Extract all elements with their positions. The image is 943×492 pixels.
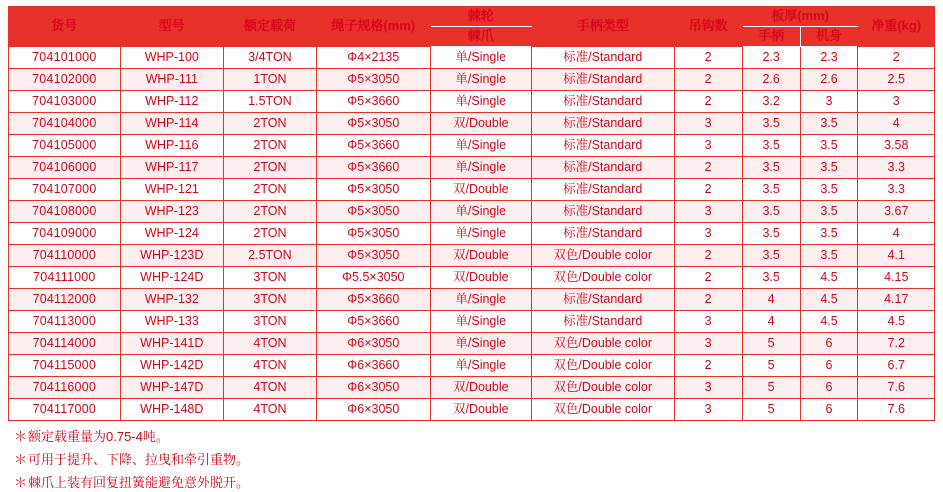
table-row: [9, 135, 935, 157]
cell-handle-type: 标准/Standard: [531, 179, 674, 201]
cell-plate-handle: 3.5: [742, 157, 800, 179]
cell-hook-count: 2: [674, 157, 742, 179]
cell-net-weight: 4.17: [858, 289, 935, 311]
cell-rated-load: 3TON: [223, 311, 316, 333]
cell-net-weight: 3.3: [858, 157, 935, 179]
bullet-star-icon: ＊: [14, 451, 28, 467]
cell-rope-spec: Φ5×3660: [316, 289, 430, 311]
cell-handle-type: 标准/Standard: [531, 223, 674, 245]
cell-handle-type: 标准/Standard: [531, 113, 674, 135]
cell-rated-load: 1TON: [223, 69, 316, 91]
cell-ratchet: 单/Single: [430, 157, 531, 179]
cell-model: WHP-142D: [120, 355, 223, 377]
header-ratchet-wheel: 棘轮: [430, 7, 531, 27]
cell-hook-count: 3: [674, 377, 742, 399]
cell-plate-body: 3.5: [800, 113, 858, 135]
cell-rope-spec: Φ5×3050: [316, 245, 430, 267]
note-item: [14, 429, 935, 446]
cell-net-weight: 4.1: [858, 245, 935, 267]
cell-rated-load: 2.5TON: [223, 245, 316, 267]
cell-plate-body: 6: [800, 333, 858, 355]
header-hook-count: 吊钩数: [674, 7, 742, 47]
cell-plate-body: 2.3: [800, 47, 858, 69]
cell-handle-type: 标准/Standard: [531, 289, 674, 311]
cell-rated-load: 3TON: [223, 289, 316, 311]
cell-plate-handle: 3.5: [742, 113, 800, 135]
cell-model: WHP-124: [120, 223, 223, 245]
cell-hook-count: 2: [674, 289, 742, 311]
cell-plate-handle: 5: [742, 355, 800, 377]
cell-plate-handle: 3.2: [742, 91, 800, 113]
cell-plate-body: 3.5: [800, 223, 858, 245]
cell-code: 704111000: [9, 267, 121, 289]
cell-code: 704107000: [9, 179, 121, 201]
table-row: [9, 47, 935, 69]
table-row: [9, 179, 935, 201]
cell-model: WHP-148D: [120, 399, 223, 421]
cell-plate-handle: 5: [742, 333, 800, 355]
cell-plate-body: 3.5: [800, 201, 858, 223]
cell-plate-body: 2.6: [800, 69, 858, 91]
header-code: 货号: [9, 7, 121, 47]
cell-ratchet: 单/Single: [430, 223, 531, 245]
cell-hook-count: 2: [674, 47, 742, 69]
cell-ratchet: 单/Single: [430, 355, 531, 377]
cell-code: 704116000: [9, 377, 121, 399]
cell-ratchet: 双/Double: [430, 113, 531, 135]
cell-ratchet: 单/Single: [430, 69, 531, 91]
cell-plate-body: 3.5: [800, 135, 858, 157]
header-rope-spec: 绳子规格(mm): [316, 7, 430, 47]
cell-hook-count: 3: [674, 311, 742, 333]
cell-code: 704106000: [9, 157, 121, 179]
table-row: [9, 267, 935, 289]
cell-hook-count: 3: [674, 135, 742, 157]
cell-model: WHP-147D: [120, 377, 223, 399]
cell-rope-spec: Φ5×3050: [316, 201, 430, 223]
cell-plate-handle: 3.5: [742, 245, 800, 267]
cell-ratchet: 单/Single: [430, 289, 531, 311]
cell-rope-spec: Φ4×2135: [316, 47, 430, 69]
cell-hook-count: 2: [674, 245, 742, 267]
cell-plate-handle: 3.5: [742, 267, 800, 289]
cell-net-weight: 6.7: [858, 355, 935, 377]
note-item: [14, 475, 935, 492]
cell-ratchet: 双/Double: [430, 245, 531, 267]
cell-handle-type: 标准/Standard: [531, 135, 674, 157]
cell-plate-handle: 2.3: [742, 47, 800, 69]
cell-plate-body: 4.5: [800, 289, 858, 311]
header-plate-body: 机身: [800, 27, 858, 47]
cell-rated-load: 3/4TON: [223, 47, 316, 69]
header-model: 型号: [120, 7, 223, 47]
cell-plate-body: 3.5: [800, 245, 858, 267]
table-row: [9, 289, 935, 311]
cell-plate-body: 6: [800, 355, 858, 377]
cell-hook-count: 3: [674, 399, 742, 421]
cell-hook-count: 2: [674, 267, 742, 289]
cell-hook-count: 2: [674, 355, 742, 377]
cell-net-weight: 3: [858, 91, 935, 113]
cell-handle-type: 双色/Double color: [531, 399, 674, 421]
cell-plate-handle: 4: [742, 289, 800, 311]
cell-code: 704103000: [9, 91, 121, 113]
cell-rated-load: 4TON: [223, 333, 316, 355]
cell-ratchet: 双/Double: [430, 377, 531, 399]
cell-net-weight: 7.2: [858, 333, 935, 355]
cell-model: WHP-123D: [120, 245, 223, 267]
cell-net-weight: 4: [858, 113, 935, 135]
note-item: [14, 452, 935, 469]
cell-rated-load: 4TON: [223, 399, 316, 421]
cell-model: WHP-121: [120, 179, 223, 201]
header-plate-thickness: 板厚(mm): [742, 7, 858, 27]
cell-plate-handle: 5: [742, 399, 800, 421]
cell-code: 704108000: [9, 201, 121, 223]
cell-rope-spec: Φ5×3050: [316, 69, 430, 91]
cell-rated-load: 2TON: [223, 157, 316, 179]
cell-handle-type: 双色/Double color: [531, 333, 674, 355]
cell-code: 704102000: [9, 69, 121, 91]
cell-plate-body: 4.5: [800, 311, 858, 333]
cell-hook-count: 2: [674, 69, 742, 91]
cell-model: WHP-112: [120, 91, 223, 113]
cell-rated-load: 1.5TON: [223, 91, 316, 113]
cell-rope-spec: Φ6×3660: [316, 355, 430, 377]
cell-handle-type: 标准/Standard: [531, 47, 674, 69]
cell-net-weight: 4.15: [858, 267, 935, 289]
cell-rope-spec: Φ6×3050: [316, 377, 430, 399]
cell-model: WHP-123: [120, 201, 223, 223]
table-row: [9, 355, 935, 377]
cell-code: 704117000: [9, 399, 121, 421]
note-text: 可用于提升、下降、拉曳和牵引重物。: [28, 451, 250, 467]
header-rated-load: 额定载荷: [223, 7, 316, 47]
table-row: [9, 201, 935, 223]
notes-list: [8, 429, 935, 492]
cell-rope-spec: Φ5×3050: [316, 223, 430, 245]
cell-net-weight: 3.67: [858, 201, 935, 223]
cell-handle-type: 标准/Standard: [531, 91, 674, 113]
cell-plate-body: 3.5: [800, 179, 858, 201]
table-row: [9, 113, 935, 135]
cell-plate-body: 6: [800, 399, 858, 421]
cell-plate-handle: 3.5: [742, 201, 800, 223]
table-row: [9, 377, 935, 399]
table-row: [9, 333, 935, 355]
cell-code: 704101000: [9, 47, 121, 69]
cell-rated-load: 2TON: [223, 223, 316, 245]
cell-hook-count: 3: [674, 333, 742, 355]
cell-model: WHP-111: [120, 69, 223, 91]
bullet-star-icon: ＊: [14, 429, 28, 444]
cell-plate-handle: 3.5: [742, 135, 800, 157]
cell-net-weight: 3.58: [858, 135, 935, 157]
cell-plate-body: 3: [800, 91, 858, 113]
cell-handle-type: 标准/Standard: [531, 311, 674, 333]
cell-rope-spec: Φ5×3660: [316, 311, 430, 333]
header-pawl: 棘爪: [430, 27, 531, 47]
cell-rated-load: 2TON: [223, 113, 316, 135]
cell-model: WHP-133: [120, 311, 223, 333]
cell-code: 704114000: [9, 333, 121, 355]
header-net-weight: 净重(kg): [858, 7, 935, 47]
cell-rope-spec: Φ5×3660: [316, 135, 430, 157]
cell-hook-count: 2: [674, 179, 742, 201]
cell-plate-body: 3.5: [800, 157, 858, 179]
cell-net-weight: 2.5: [858, 69, 935, 91]
cell-rope-spec: Φ5×3660: [316, 157, 430, 179]
cell-handle-type: 标准/Standard: [531, 157, 674, 179]
cell-plate-body: 4.5: [800, 267, 858, 289]
cell-plate-handle: 5: [742, 377, 800, 399]
cell-net-weight: 4: [858, 223, 935, 245]
table-row: [9, 69, 935, 91]
cell-model: WHP-132: [120, 289, 223, 311]
header-plate-handle: 手柄: [742, 27, 800, 47]
note-text: 棘爪上装有回复扭簧能避免意外脱开。: [28, 474, 250, 490]
table-row: [9, 245, 935, 267]
cell-plate-handle: 3.5: [742, 223, 800, 245]
cell-code: 704113000: [9, 311, 121, 333]
cell-ratchet: 单/Single: [430, 311, 531, 333]
bullet-star-icon: ＊: [14, 474, 28, 490]
cell-hook-count: 3: [674, 201, 742, 223]
cell-code: 704115000: [9, 355, 121, 377]
cell-model: WHP-117: [120, 157, 223, 179]
cell-net-weight: 3.3: [858, 179, 935, 201]
cell-model: WHP-124D: [120, 267, 223, 289]
cell-ratchet: 双/Double: [430, 179, 531, 201]
cell-rope-spec: Φ5×3660: [316, 91, 430, 113]
cell-ratchet: 双/Double: [430, 267, 531, 289]
table-row: [9, 399, 935, 421]
cell-net-weight: 4.5: [858, 311, 935, 333]
cell-ratchet: 单/Single: [430, 47, 531, 69]
cell-plate-body: 6: [800, 377, 858, 399]
cell-ratchet: 单/Single: [430, 333, 531, 355]
cell-ratchet: 单/Single: [430, 91, 531, 113]
cell-plate-handle: 4: [742, 311, 800, 333]
cell-rated-load: 2TON: [223, 135, 316, 157]
cell-handle-type: 标准/Standard: [531, 201, 674, 223]
cell-ratchet: 单/Single: [430, 201, 531, 223]
cell-model: WHP-141D: [120, 333, 223, 355]
cell-model: WHP-100: [120, 47, 223, 69]
cell-net-weight: 7.6: [858, 377, 935, 399]
table-header: [9, 7, 935, 47]
cell-code: 704110000: [9, 245, 121, 267]
cell-plate-handle: 2.6: [742, 69, 800, 91]
cell-rope-spec: Φ5.5×3050: [316, 267, 430, 289]
cell-ratchet: 单/Single: [430, 135, 531, 157]
cell-hook-count: 2: [674, 91, 742, 113]
cell-code: 704109000: [9, 223, 121, 245]
cell-hook-count: 3: [674, 223, 742, 245]
cell-plate-handle: 3.5: [742, 179, 800, 201]
cell-rope-spec: Φ6×3050: [316, 333, 430, 355]
cell-rated-load: 4TON: [223, 377, 316, 399]
cell-net-weight: 2: [858, 47, 935, 69]
cell-rope-spec: Φ5×3050: [316, 179, 430, 201]
cell-code: 704112000: [9, 289, 121, 311]
specification-table: [8, 6, 935, 421]
cell-model: WHP-116: [120, 135, 223, 157]
cell-rated-load: 2TON: [223, 201, 316, 223]
table-row: [9, 157, 935, 179]
cell-rated-load: 4TON: [223, 355, 316, 377]
cell-net-weight: 7.6: [858, 399, 935, 421]
cell-code: 704105000: [9, 135, 121, 157]
note-text: 额定载重量为0.75-4吨。: [28, 429, 169, 444]
table-row: [9, 223, 935, 245]
table-row: [9, 311, 935, 333]
table-row: [9, 91, 935, 113]
cell-handle-type: 双色/Double color: [531, 267, 674, 289]
cell-ratchet: 双/Double: [430, 399, 531, 421]
cell-rated-load: 2TON: [223, 179, 316, 201]
cell-handle-type: 标准/Standard: [531, 69, 674, 91]
cell-code: 704104000: [9, 113, 121, 135]
cell-handle-type: 双色/Double color: [531, 245, 674, 267]
header-handle-type: 手柄类型: [531, 7, 674, 47]
cell-model: WHP-114: [120, 113, 223, 135]
cell-rope-spec: Φ5×3050: [316, 113, 430, 135]
cell-rated-load: 3TON: [223, 267, 316, 289]
table-body: [9, 47, 935, 421]
cell-handle-type: 双色/Double color: [531, 355, 674, 377]
cell-hook-count: 3: [674, 113, 742, 135]
cell-handle-type: 双色/Double color: [531, 377, 674, 399]
cell-rope-spec: Φ6×3050: [316, 399, 430, 421]
